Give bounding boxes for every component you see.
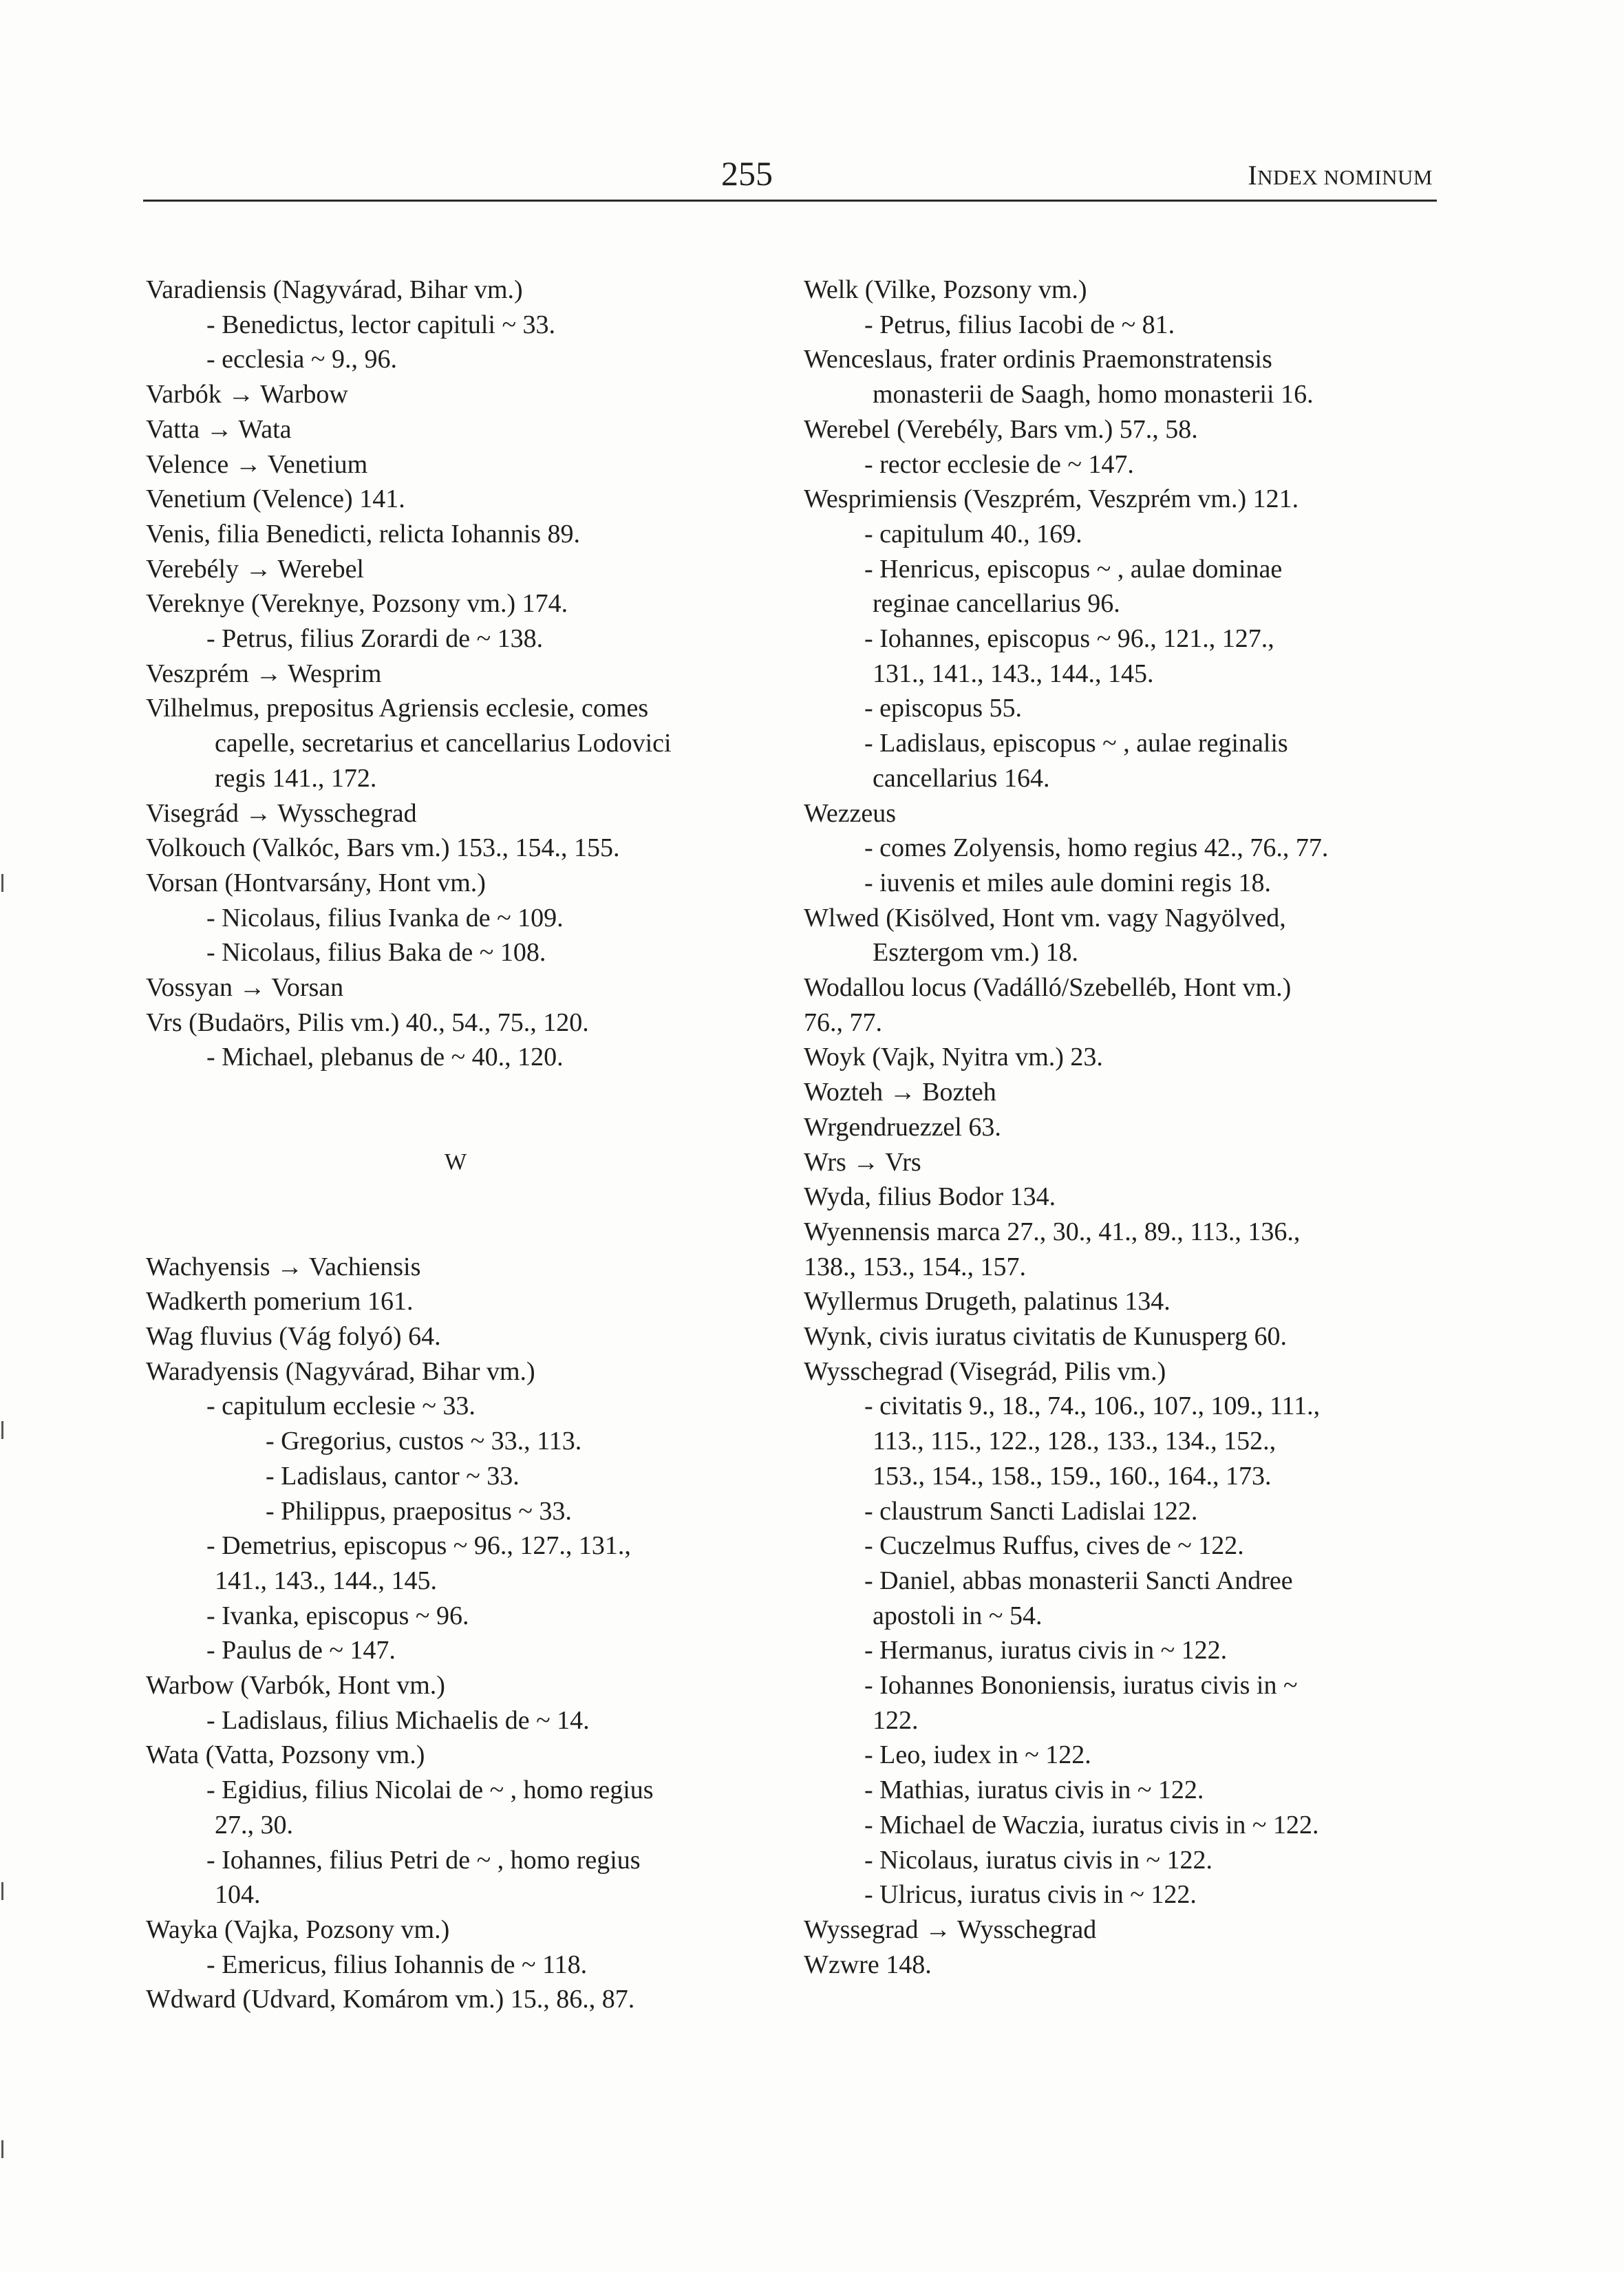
header-rule [143,200,1437,202]
index-subentry: - comes Zolyensis, homo regius 42., 76., 77. [864,833,1329,862]
index-entry: Welk (Vilke, Pozsony vm.) [804,275,1087,304]
index-subentry: - Paulus de ~ 147. [206,1636,396,1665]
index-entry: Wozteh → Bozteh [804,1078,996,1107]
index-subentry: - civitatis 9., 18., 74., 106., 107., 109., 111., [864,1392,1321,1420]
index-subentry: 27., 30. [215,1811,293,1840]
index-subentry: 104. [215,1880,261,1909]
index-subentry: - episcopus 55. [864,694,1023,723]
index-subentry: - Demetrius, episcopus ~ 96., 127., 131., [206,1531,631,1560]
index-entry: Wodallou locus (Vadálló/Szebelléb, Hont vm.) [804,973,1292,1002]
index-subentry: - Gregorius, custos ~ 33., 113. [266,1427,582,1456]
index-entry: Warbow (Varbók, Hont vm.) [146,1671,445,1700]
index-subentry: reginae cancellarius 96. [873,589,1120,618]
index-entry: Vossyan → Vorsan [146,973,344,1002]
index-entry: Wyda, filius Bodor 134. [804,1182,1056,1211]
index-entry: Volkouch (Valkóc, Bars vm.) 153., 154., 155. [146,833,620,862]
index-entry: Varbók → Warbow [146,380,348,409]
index-subentry: - Ladislaus, filius Michaelis de ~ 14. [206,1706,590,1735]
index-entry: Venis, filia Benedicti, relicta Iohannis 89. [146,520,581,548]
index-subentry: - Daniel, abbas monasterii Sancti Andree [864,1566,1293,1595]
index-subentry: - Iohannes, filius Petri de ~ , homo regius [206,1846,641,1875]
index-entry: Wenceslaus, frater ordinis Praemonstratensis [804,345,1272,374]
index-subentry: 122. [873,1706,919,1735]
index-subentry: 141., 143., 144., 145. [215,1566,437,1595]
index-entry: Venetium (Velence) 141. [146,484,405,513]
index-subentry: - Nicolaus, filius Baka de ~ 108. [206,938,546,967]
index-subentry: - Cuczelmus Ruffus, cives de ~ 122. [864,1531,1244,1560]
index-entry: Wlwed (Kisölved, Hont vm. vagy Nagyölved, [804,904,1286,932]
index-entry: 138., 153., 154., 157. [804,1252,1026,1281]
index-entry: Vorsan (Hontvarsány, Hont vm.) [146,868,486,897]
index-entry: Wata (Vatta, Pozsony vm.) [146,1740,425,1769]
index-subentry: - Nicolaus, filius Ivanka de ~ 109. [206,904,564,932]
index-entry: Vilhelmus, prepositus Agriensis ecclesie, comes [146,694,649,723]
index-subentry: - Michael de Waczia, iuratus civis in ~ 122. [864,1811,1319,1840]
index-subentry: - Leo, iudex in ~ 122. [864,1740,1091,1769]
index-subentry: - Mathias, iuratus civis in ~ 122. [864,1776,1204,1804]
scan-edge-mark [1,2140,3,2158]
index-entry: Visegrád → Wysschegrad [146,799,417,828]
index-subentry: cancellarius 164. [873,764,1050,793]
index-entry: Velence → Venetium [146,450,368,479]
running-head [1248,158,1433,195]
index-entry: Wzwre 148. [804,1950,932,1979]
index-entry: Veszprém → Wesprim [146,659,382,688]
index-subentry: - Michael, plebanus de ~ 40., 120. [206,1043,564,1071]
index-entry: Wrs → Vrs [804,1148,921,1177]
index-entry: 76., 77. [804,1008,882,1037]
index-subentry: monasterii de Saagh, homo monasterii 16. [873,380,1314,409]
index-entry: Wyennensis marca 27., 30., 41., 89., 113., 136., [804,1217,1301,1246]
index-subentry: - Nicolaus, iuratus civis in ~ 122. [864,1846,1213,1875]
index-entry: Wyssegrad → Wysschegrad [804,1915,1097,1944]
index-subentry: 131., 141., 143., 144., 145. [873,659,1154,688]
index-subentry: - Egidius, filius Nicolai de ~ , homo regius [206,1776,654,1804]
index-subentry: - capitulum 40., 169. [864,520,1082,548]
index-subentry: - Petrus, filius Iacobi de ~ 81. [864,310,1175,339]
index-subentry: - Iohannes Bononiensis, iuratus civis in ~ [864,1671,1298,1700]
index-entry: Werebel (Verebély, Bars vm.) 57., 58. [804,415,1198,444]
index-subentry: - Henricus, episcopus ~ , aulae dominae [864,555,1283,584]
index-subentry: - Philippus, praepositus ~ 33. [266,1497,572,1526]
index-entry: Wynk, civis iuratus civitatis de Kunusperg 60. [804,1322,1288,1351]
index-entry: Vatta → Wata [146,415,292,444]
section-letter-heading: W [444,1149,467,1175]
index-subentry: regis 141., 172. [215,764,377,793]
index-subentry: 113., 115., 122., 128., 133., 134., 152., [873,1427,1276,1456]
index-subentry: - Ivanka, episcopus ~ 96. [206,1601,469,1630]
running-head-smallcaps: NDEX NOMINUM [1257,165,1433,189]
index-entry: Verebély → Werebel [146,555,364,584]
index-subentry: - capitulum ecclesie ~ 33. [206,1392,476,1420]
index-entry: Wesprimiensis (Veszprém, Veszprém vm.) 121. [804,484,1299,513]
index-entry: Wyllermus Drugeth, palatinus 134. [804,1287,1171,1316]
index-entry: Wezzeus [804,799,897,828]
index-subentry: - Petrus, filius Zorardi de ~ 138. [206,624,544,653]
index-subentry: - Hermanus, iuratus civis in ~ 122. [864,1636,1228,1665]
index-entry: Woyk (Vajk, Nyitra vm.) 23. [804,1043,1103,1071]
index-subentry: - Benedictus, lector capituli ~ 33. [206,310,556,339]
index-subentry: - Ulricus, iuratus civis in ~ 122. [864,1880,1197,1909]
index-entry: Wag fluvius (Vág folyó) 64. [146,1322,441,1351]
index-entry: Wadkerth pomerium 161. [146,1287,414,1316]
index-entry: Waradyensis (Nagyvárad, Bihar vm.) [146,1357,535,1386]
scan-edge-mark [1,874,3,892]
index-subentry: - Emericus, filius Iohannis de ~ 118. [206,1950,588,1979]
index-entry: Vrs (Budaörs, Pilis vm.) 40., 54., 75., 120. [146,1008,589,1037]
index-subentry: - Ladislaus, episcopus ~ , aulae reginalis [864,729,1288,758]
index-entry: Wayka (Vajka, Pozsony vm.) [146,1915,450,1944]
index-entry: Wdward (Udvard, Komárom vm.) 15., 86., 87. [146,1985,635,2014]
index-subentry: apostoli in ~ 54. [873,1601,1043,1630]
index-subentry: - ecclesia ~ 9., 96. [206,345,397,374]
index-subentry: capelle, secretarius et cancellarius Lodovici [215,729,672,758]
index-subentry: - iuvenis et miles aule domini regis 18. [864,868,1272,897]
index-subentry: - Ladislaus, cantor ~ 33. [266,1462,520,1491]
scan-edge-mark [1,1882,3,1900]
index-subentry: Esztergom vm.) 18. [873,938,1079,967]
index-entry: Wysschegrad (Visegrád, Pilis vm.) [804,1357,1166,1386]
index-subentry: - Iohannes, episcopus ~ 96., 121., 127., [864,624,1274,653]
index-subentry: 153., 154., 158., 159., 160., 164., 173. [873,1462,1272,1491]
index-entry: Vereknye (Vereknye, Pozsony vm.) 174. [146,589,568,618]
running-head-initial: I [1248,160,1258,191]
index-subentry: - rector ecclesie de ~ 147. [864,450,1134,479]
index-entry: Wrgendruezzel 63. [804,1113,1001,1142]
scan-edge-mark [1,1421,3,1439]
index-entry: Wachyensis → Vachiensis [146,1252,421,1281]
page-number: 255 [721,154,773,193]
index-subentry: - claustrum Sancti Ladislai 122. [864,1497,1198,1526]
index-entry: Varadiensis (Nagyvárad, Bihar vm.) [146,275,523,304]
